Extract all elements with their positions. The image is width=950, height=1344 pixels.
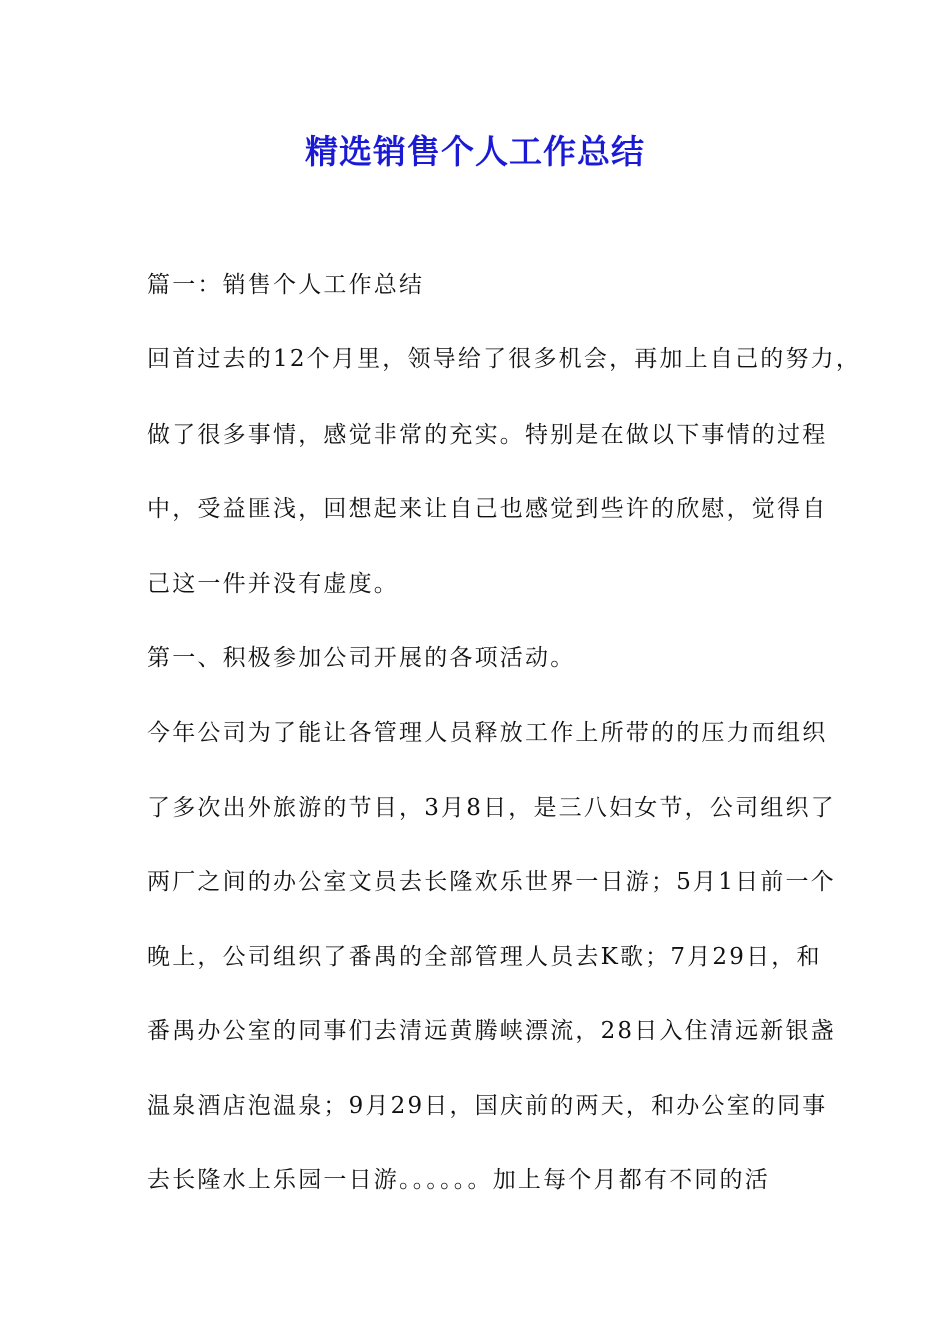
paragraph-line: 己这一件并没有虚度。 — [147, 571, 399, 597]
section-heading: 篇一：销售个人工作总结 — [147, 272, 425, 298]
paragraph-line: 晚上，公司组织了番禺的全部管理人员去K歌；7月29日，和 — [147, 944, 822, 970]
paragraph-line: 做了很多事情，感觉非常的充实。特别是在做以下事情的过程 — [147, 422, 828, 448]
paragraph-line: 温泉酒店泡温泉；9月29日，国庆前的两天，和办公室的同事 — [147, 1093, 828, 1119]
paragraph-line: 中，受益匪浅，回想起来让自己也感觉到些许的欣慰，觉得自 — [147, 496, 828, 522]
paragraph-line: 今年公司为了能让各管理人员释放工作上所带的的压力而组织 — [147, 720, 828, 746]
paragraph-line: 去长隆水上乐园一日游。。。。。。加上每个月都有不同的活 — [147, 1167, 770, 1193]
paragraph-line: 回首过去的12个月里，领导给了很多机会，再加上自己的努力， — [147, 346, 862, 372]
paragraph-line: 番禺办公室的同事们去清远黄腾峡漂流，28日入住清远新银盏 — [147, 1018, 836, 1044]
paragraph-line: 了多次出外旅游的节目，3月8日，是三八妇女节，公司组织了 — [147, 795, 836, 821]
page-title: 精选销售个人工作总结 — [305, 132, 645, 171]
subsection-heading: 第一、积极参加公司开展的各项活动。 — [147, 645, 576, 671]
paragraph-line: 两厂之间的办公室文员去长隆欢乐世界一日游；5月1日前一个 — [147, 869, 836, 895]
